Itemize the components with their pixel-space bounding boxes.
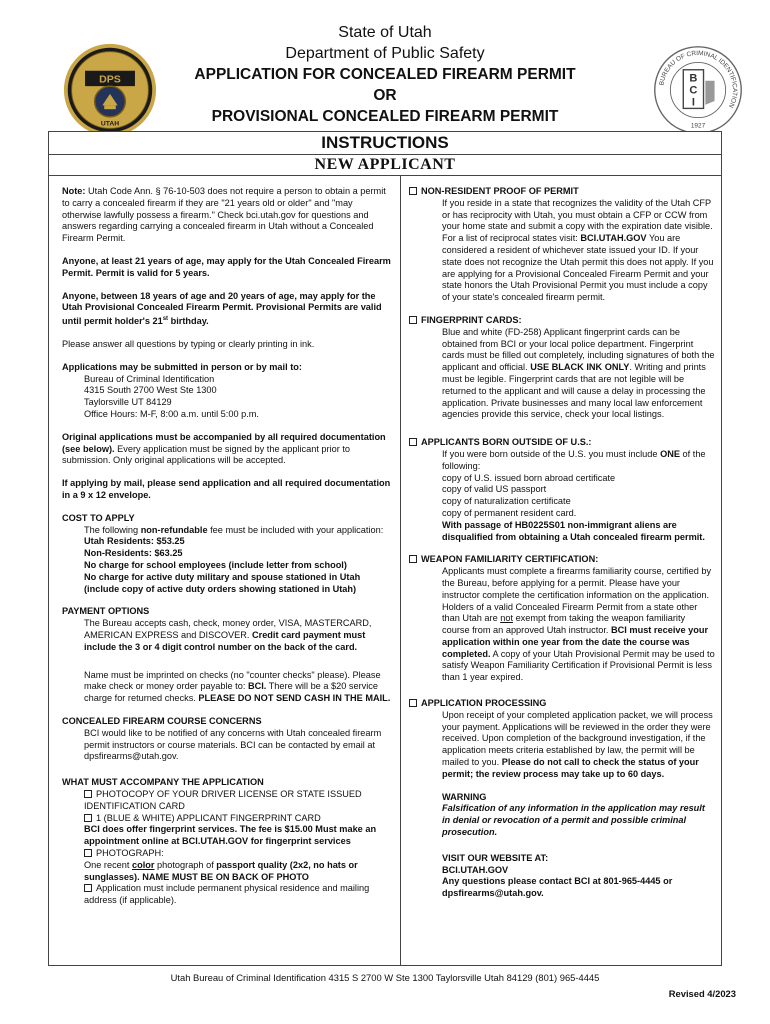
nonresident-heading-text: NON-RESIDENT PROOF OF PERMIT <box>421 186 579 196</box>
weapon-familiarity-section <box>409 554 715 684</box>
concerns-text: BCI would like to be notified of any concerns with Utah concealed firearm permit instructors or course materials. BCI can be contacted by email at dpsfirearms@utah.gov. <box>84 727 382 762</box>
accompany-item <box>62 883 392 907</box>
weapon-not: not <box>500 613 514 624</box>
born-b: of the following: <box>442 448 706 471</box>
original-bold: Original applications must be accompanied by all required documentation (see below). <box>62 431 386 454</box>
website-heading: VISIT OUR WEBSITE AT: <box>442 852 549 863</box>
cost-line: No charge for school employees (include letter from school) <box>84 559 347 570</box>
accompany-item <box>62 789 392 813</box>
answer-instruction: Please answer all questions by typing or clearly printing in ink. <box>62 339 315 350</box>
nonresident-section <box>409 186 715 304</box>
payment-bold: Credit card payment must include the 3 or 4 digit control number on the back of the card. <box>84 629 366 652</box>
department-name: Department of Public Safety <box>285 45 485 62</box>
fingerprint-service-note: BCI does offer fingerprint services. The fee is $15.00 Must make an appointment online at BCI.UTAH.GOV for fingerprint services <box>84 824 377 847</box>
footer-address: Utah Bureau of Criminal Identification 4315 S 2700 W Ste 1300 Taylorsville Utah 84129 (801) 965-4445 <box>170 972 600 983</box>
bci-seal-logo <box>652 44 744 136</box>
title-line-3: PROVISIONAL CONCEALED FIREARM PERMIT <box>211 108 559 125</box>
born-outside-item: copy of valid US passport <box>442 484 547 495</box>
payment-options: The Bureau accepts cash, check, money order, VISA, MASTERCARD, AMERICAN EXPRESS and DISCOVER. <box>84 618 372 640</box>
age-21-text: Anyone, at least 21 years of age, may apply for the Utah Concealed Firearm Permit. Permit is valid for 5 years. <box>62 255 391 278</box>
checks-text2: There will be a $20 service charge for returned checks. <box>84 681 378 704</box>
address-line: 4315 South 2700 West Ste 1300 <box>84 385 217 396</box>
checks-text: Name must be imprinted on checks (no "counter checks" please). Please make check or money order payable to: <box>84 669 381 692</box>
processing-heading-text: APPLICATION PROCESSING <box>421 698 547 709</box>
original-applications <box>62 432 392 467</box>
age-18-text <box>62 291 392 328</box>
revision-date: Revised 4/2023 <box>668 988 736 999</box>
weapon-b: exempt from taking the weapon familiarity course from an approved Utah instructor. <box>442 613 686 636</box>
checkbox[interactable] <box>409 438 417 446</box>
title-line-2: OR <box>373 87 397 104</box>
checkbox[interactable] <box>409 187 417 195</box>
weapon-heading <box>409 554 715 566</box>
born-outside-heading <box>409 437 715 449</box>
weapon-heading-text: WEAPON FAMILIARITY CERTIFICATION: <box>421 554 599 565</box>
cost-bold: non-refundable <box>140 524 208 535</box>
right-column <box>409 186 715 911</box>
checkbox[interactable] <box>409 555 417 563</box>
processing-heading <box>409 698 715 710</box>
note-label: Note: <box>62 186 86 196</box>
warning-heading: WARNING <box>442 791 487 802</box>
cost-intro <box>62 525 392 537</box>
born-outside-section <box>409 437 715 543</box>
cost-line: Utah Residents: $53.25 <box>84 536 185 547</box>
born-outside-item: copy of U.S. issued born abroad certificate <box>442 472 616 483</box>
born-a: If you were born outside of the U.S. you must include <box>442 448 661 459</box>
age-18-text-b: birthday. <box>168 316 209 327</box>
dps-seal-logo <box>62 42 158 138</box>
warning-section <box>409 792 715 839</box>
mail-instruction: If applying by mail, please send application and all required documentation in a 9 x 12 envelope. <box>62 478 391 500</box>
payment-section <box>62 606 392 653</box>
age-18-text-a: Anyone, between 18 years of age and 20 years of age, may apply for the Utah Provisional Concealed Firearm Permit. Provisional Permits are valid until permit holder's 21 <box>62 290 382 327</box>
cost-heading: COST TO APPLY <box>62 512 135 523</box>
checkbox[interactable] <box>409 316 417 324</box>
weapon-bold: BCI must receive your application within one year from the date the course was completed. <box>442 625 709 659</box>
title-line-1: APPLICATION FOR CONCEALED FIREARM PERMIT <box>194 66 576 83</box>
fingerprint-heading-text: FINGERPRINT CARDS: <box>421 314 522 325</box>
note-text: Utah Code Ann. § 76-10-503 does not require a person to obtain a permit to carry a concealed firearm if they are "21 years old or older" and "may otherwise lawfully possess a firearm." Check bci.utah.gov for questions and answers regarding carrying a concealed firearm in Utah without a Concealed Firearm Permit. <box>62 186 386 244</box>
state-name: State of Utah <box>338 24 432 41</box>
seal-letter-b: B <box>689 72 698 85</box>
website-url: BCI.UTAH.GOV <box>442 864 509 875</box>
checks-section <box>62 670 392 705</box>
new-applicant-heading: NEW APPLICANT <box>48 154 722 176</box>
nonresident-text <box>409 198 715 304</box>
fingerprint-text <box>409 327 715 421</box>
checks-bci: BCI. <box>247 681 267 692</box>
seal-left-band-text: UTAH <box>100 120 120 128</box>
fingerprint-heading <box>409 315 715 327</box>
checkbox[interactable] <box>84 790 92 798</box>
submission-section <box>62 362 392 421</box>
born-outside-item: copy of naturalization certificate <box>442 496 571 507</box>
nonresident-heading <box>409 186 715 198</box>
checks-bold: PLEASE DO NOT SEND CASH IN THE MAIL. <box>198 693 391 704</box>
processing-section <box>409 698 715 781</box>
born-one: ONE <box>660 448 680 459</box>
nonres-link: BCI.UTAH.GOV <box>580 233 647 244</box>
cost-post: fee must be included with your application: <box>207 524 384 535</box>
accompany-section <box>62 777 392 907</box>
fp-b: . Writing and prints must be legible. Fingerprint cards that are not legible will be returned to the applicant and will cause a delay in processing the application. Private businesses and many local law enforcement agencies provide this service, check your local listings. <box>442 362 706 420</box>
accompany-item-text: Application must include permanent physical residence and mailing address (if applicable). <box>84 883 370 906</box>
payment-text <box>62 618 392 653</box>
concerns-section <box>62 716 392 763</box>
seal-letter-i: I <box>691 96 695 109</box>
seal-right-year: 1927 <box>690 122 706 130</box>
age-18-sup: st <box>162 316 169 323</box>
photo-c: passport quality (2x2, no hats or sunglasses). NAME MUST BE ON BACK OF PHOTO <box>84 859 358 882</box>
checkbox[interactable] <box>84 849 92 857</box>
photo-a: One recent <box>84 859 133 870</box>
contact-info: Any questions please contact BCI at 801-965-4445 or dpsfirearms@utah.gov. <box>442 876 673 899</box>
proc-bold: Please do not call to check the status of your permit; the review process may take up to 60 days. <box>442 757 699 779</box>
fingerprint-section <box>409 315 715 421</box>
fp-a: Blue and white (FD-258) Applicant fingerprint cards can be obtained from BCI or your local police department. Fingerprint cards must be filled out completely, including signatures of both the applicant and official. <box>442 326 715 373</box>
nonres-a: If you reside in a state that recognizes the validity of the Utah CFP or has reciprocity with Utah, you must obtain a CFP or CCW from your home state and submit a copy with the expiration date visible. For a list of reciprocal states visit: <box>442 197 713 244</box>
proc-a: Upon receipt of your completed application packet, we will process your payment. Applications will be reviewed in the order they were received. Upon completion of the background investigation, if the application meets criteria established by law, the permit will be mailed to you. <box>442 709 713 768</box>
accompany-item <box>62 813 392 825</box>
born-outside-notice: With passage of HB0225S01 non-immigrant aliens are disqualified from obtaining a Utah concealed firearm permit. <box>442 519 705 542</box>
seal-letter-c: C <box>689 84 698 97</box>
address-line: Taylorsville UT 84129 <box>84 397 172 408</box>
checkbox[interactable] <box>409 699 417 707</box>
accompany-item <box>62 848 392 860</box>
instructions-heading: INSTRUCTIONS <box>48 131 722 155</box>
office-hours: Office Hours: M-F, 8:00 a.m. until 5:00 p.m. <box>84 409 259 420</box>
accompany-item-text: PHOTOGRAPH: <box>96 847 164 858</box>
address-line: Bureau of Criminal Identification <box>84 373 215 384</box>
photo-color: color <box>132 859 155 870</box>
accompany-item-text: 1 (BLUE & WHITE) APPLICANT FINGERPRINT CARD <box>96 812 321 823</box>
accompany-item-text: PHOTOCOPY OF YOUR DRIVER LICENSE OR STATE ISSUED IDENTIFICATION CARD <box>84 788 362 811</box>
photo-requirement <box>62 860 392 884</box>
born-outside-intro <box>409 449 715 473</box>
photo-b: photograph of <box>154 859 217 870</box>
checkbox[interactable] <box>84 814 92 822</box>
processing-text <box>409 710 715 781</box>
submission-heading: Applications may be submitted in person or by mail to: <box>62 361 302 372</box>
born-outside-item: copy of permanent resident card. <box>442 507 577 518</box>
accompany-heading: WHAT MUST ACCOMPANY THE APPLICATION <box>62 777 264 788</box>
seal-right-ring-text: BUREAU OF CRIMINAL IDENTIFICATION <box>658 49 738 109</box>
left-column <box>62 186 392 918</box>
warning-text: Falsification of any information in the application may result in denial or revocation of a permit and possible criminal prosecution. <box>442 803 705 838</box>
seal-left-top-text: DPS <box>99 73 121 86</box>
note-section <box>62 186 392 245</box>
website-section <box>409 853 715 900</box>
column-divider <box>400 176 401 966</box>
cost-line: No charge for active duty military and spouse stationed in Utah (include copy of active duty orders showing stationed in Utah) <box>84 571 361 594</box>
cost-section <box>62 513 392 596</box>
nonres-b: You are considered a resident of whichever state issued your ID. If your state does not recognize the Utah permit this does not apply. If you are applying for a Provisional Concealed Firearm Permit and your state honors the Utah Provisional Permit you must include a copy of your state's concealed firearm permit. <box>442 233 714 303</box>
payment-heading: PAYMENT OPTIONS <box>62 606 150 617</box>
weapon-c: A copy of your Utah Provisional Permit may be used to satisfy Weapon Familiarity Certification if Provisional Permit is less than 1 year expired. <box>442 648 715 683</box>
fp-bold: USE BLACK INK ONLY <box>530 362 630 373</box>
concerns-heading: CONCEALED FIREARM COURSE CONCERNS <box>62 715 262 726</box>
weapon-a: Applicants must complete a firearms familiarity course, certified by the Bureau, before applying for a permit. Please have your instructor complete the certification information on the application. Holders of a valid Concealed Firearm Permit from a state other than Utah are <box>442 566 712 624</box>
original-rest: Every application must be signed by the applicant prior to submission. Only original applications will be accepted. <box>62 443 351 466</box>
cost-line: Non-Residents: $63.25 <box>84 548 183 559</box>
weapon-text <box>409 566 715 684</box>
cost-pre: The following <box>84 524 141 535</box>
born-heading-text: APPLICANTS BORN OUTSIDE OF U.S.: <box>421 437 592 448</box>
checkbox[interactable] <box>84 884 92 892</box>
